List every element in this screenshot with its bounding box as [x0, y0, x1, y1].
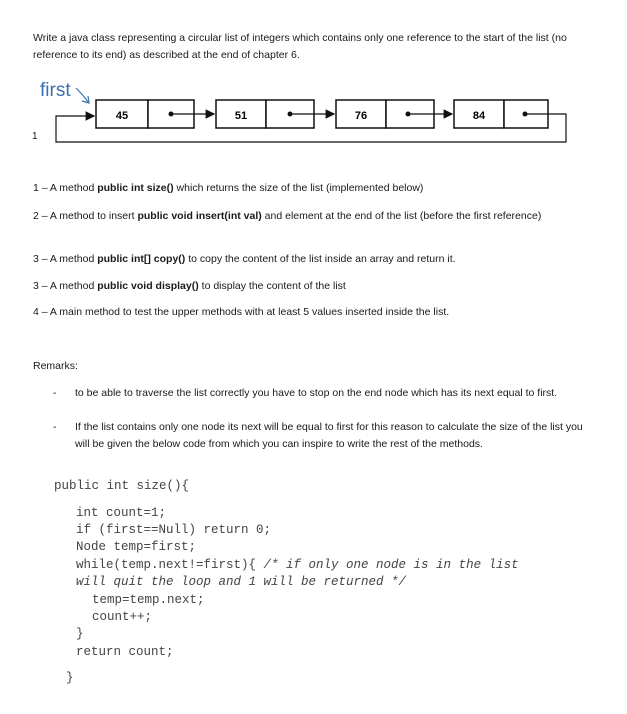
node-value: 51 — [234, 110, 248, 122]
code-line: } — [76, 627, 84, 641]
node-value: 76 — [354, 110, 368, 122]
code-line: Node temp=first; — [76, 540, 197, 554]
remark-2: If the list contains only one node its next will be equal to first for this reason to calculate the size of the list you will be given the below code from which you can inspire to write the rest of the methods. — [75, 421, 583, 450]
requirement-4: 3 – A method public void display() to display the content of the list — [33, 280, 346, 292]
code-line: while(temp.next!=first){ /* if only one node is in the list — [76, 558, 519, 572]
requirement-2: 2 – A method to insert public void insert(int val) and element at the end of the list (before the first reference) — [33, 210, 542, 222]
requirement-3: 3 – A method public int[] copy() to copy the content of the list inside an array and return it. — [33, 253, 456, 265]
code-line: int count=1; — [76, 506, 167, 520]
code-line: public int size(){ — [54, 479, 190, 493]
remark-1: to be able to traverse the list correctly you have to stop on the end node which has its next equal to first. — [75, 387, 558, 399]
remarks-title: Remarks: — [33, 360, 78, 372]
circular-list-diagram — [28, 80, 588, 155]
first-label: first — [40, 80, 71, 101]
bullet-dash: - — [53, 387, 57, 399]
code-line: temp=temp.next; — [92, 593, 205, 607]
first-pointer-arrow — [76, 88, 88, 102]
code-line: if (first==Null) return 0; — [76, 523, 272, 537]
node-value: 84 — [472, 110, 486, 122]
bullet-dash: - — [53, 421, 57, 433]
code-line: return count; — [76, 645, 174, 659]
diagram-svg — [28, 80, 588, 155]
code-line: will quit the loop and 1 will be returned */ — [76, 575, 407, 589]
one-mark: 1 — [32, 131, 38, 142]
requirement-1: 1 – A method public int size() which returns the size of the list (implemented below) — [33, 182, 424, 194]
requirement-5: 4 – A main method to test the upper methods with at least 5 values inserted inside the list. — [33, 306, 450, 318]
node-value: 45 — [115, 110, 129, 122]
intro-paragraph: Write a java class representing a circular list of integers which contains only one reference to the start of the list (no reference to its end) as described at the end of chapter 6. — [33, 32, 567, 61]
code-line: count++; — [92, 610, 153, 624]
code-line: } — [66, 671, 74, 685]
